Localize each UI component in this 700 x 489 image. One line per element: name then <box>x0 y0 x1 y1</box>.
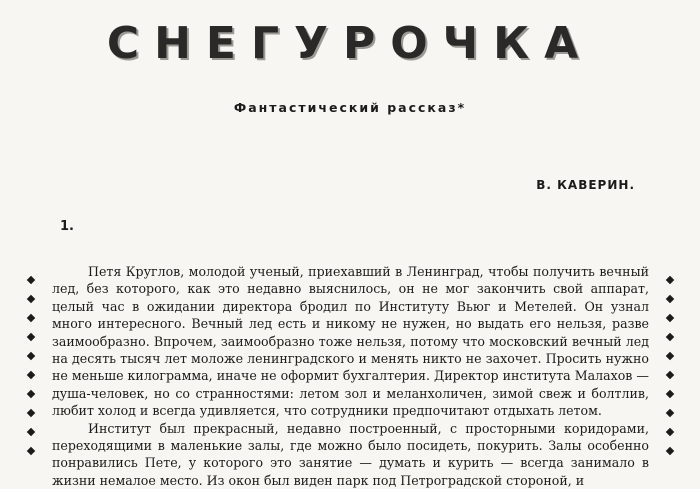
ornament-diamond <box>27 428 35 436</box>
ornament-diamond <box>666 352 674 360</box>
ornament-diamond <box>666 447 674 455</box>
ornament-diamond <box>27 314 35 322</box>
ornament-diamond <box>27 352 35 360</box>
ornament-diamond <box>666 276 674 284</box>
ornament-diamond <box>27 390 35 398</box>
ornament-diamond <box>666 428 674 436</box>
story-body <box>52 263 649 489</box>
ornament-diamond <box>27 447 35 455</box>
ornament-diamond <box>666 409 674 417</box>
ornament-diamond <box>666 314 674 322</box>
ornament-diamond <box>27 333 35 341</box>
ornament-diamond <box>666 371 674 379</box>
chapter-number: 1. <box>60 219 74 234</box>
ornament-diamond <box>27 409 35 417</box>
left-ornament-border <box>25 272 37 462</box>
paragraph: Петя Круглов, молодой ученый, приехавший в Ленинград, чтобы получить вечный лед, без которого, как это недавно выяснилось, он не мог закончить свой аппарат, целый час в ожидании директора бродил по Институту Вьюг и Метелей. Он узнал много интересного. Вечный лед есть и никому не нужен, но выдать его нельзя, разве заимообразно. Впрочем, заимообразно тоже нельзя, потому что московский вечный лед на десять тысяч лет моложе ленинградского и менять никто не захочет. Просить нужно не меньше килограмма, иначе не оформит бухгалтерия. Директор института Малахов — душа-человек, но со странностями: летом зол и меланхоличен, зимой свеж и болтлив, любит холод и всегда удивляется, что сотрудники предпочитают отдыхать летом. <box>52 264 649 419</box>
paragraph: Институт был прекрасный, недавно построенный, с просторными коридорами, переходящими в маленькие залы, где можно было посидеть, покурить. Залы особенно понравились Пете, у которого это занятие — думать и курить — всегда занимало в жизни немалое место. Из окон был виден парк под Петроградской стороной, и <box>52 420 649 488</box>
ornament-diamond <box>27 371 35 379</box>
ornament-diamond <box>666 295 674 303</box>
ornament-diamond <box>666 390 674 398</box>
author-name: В. КАВЕРИН. <box>536 178 635 192</box>
ornament-diamond <box>27 276 35 284</box>
story-subtitle: Фантастический рассказ* <box>233 100 467 115</box>
right-ornament-border <box>664 272 676 462</box>
ornament-diamond <box>666 333 674 341</box>
story-title: СНЕГУРОЧКА <box>106 18 594 69</box>
ornament-diamond <box>27 295 35 303</box>
